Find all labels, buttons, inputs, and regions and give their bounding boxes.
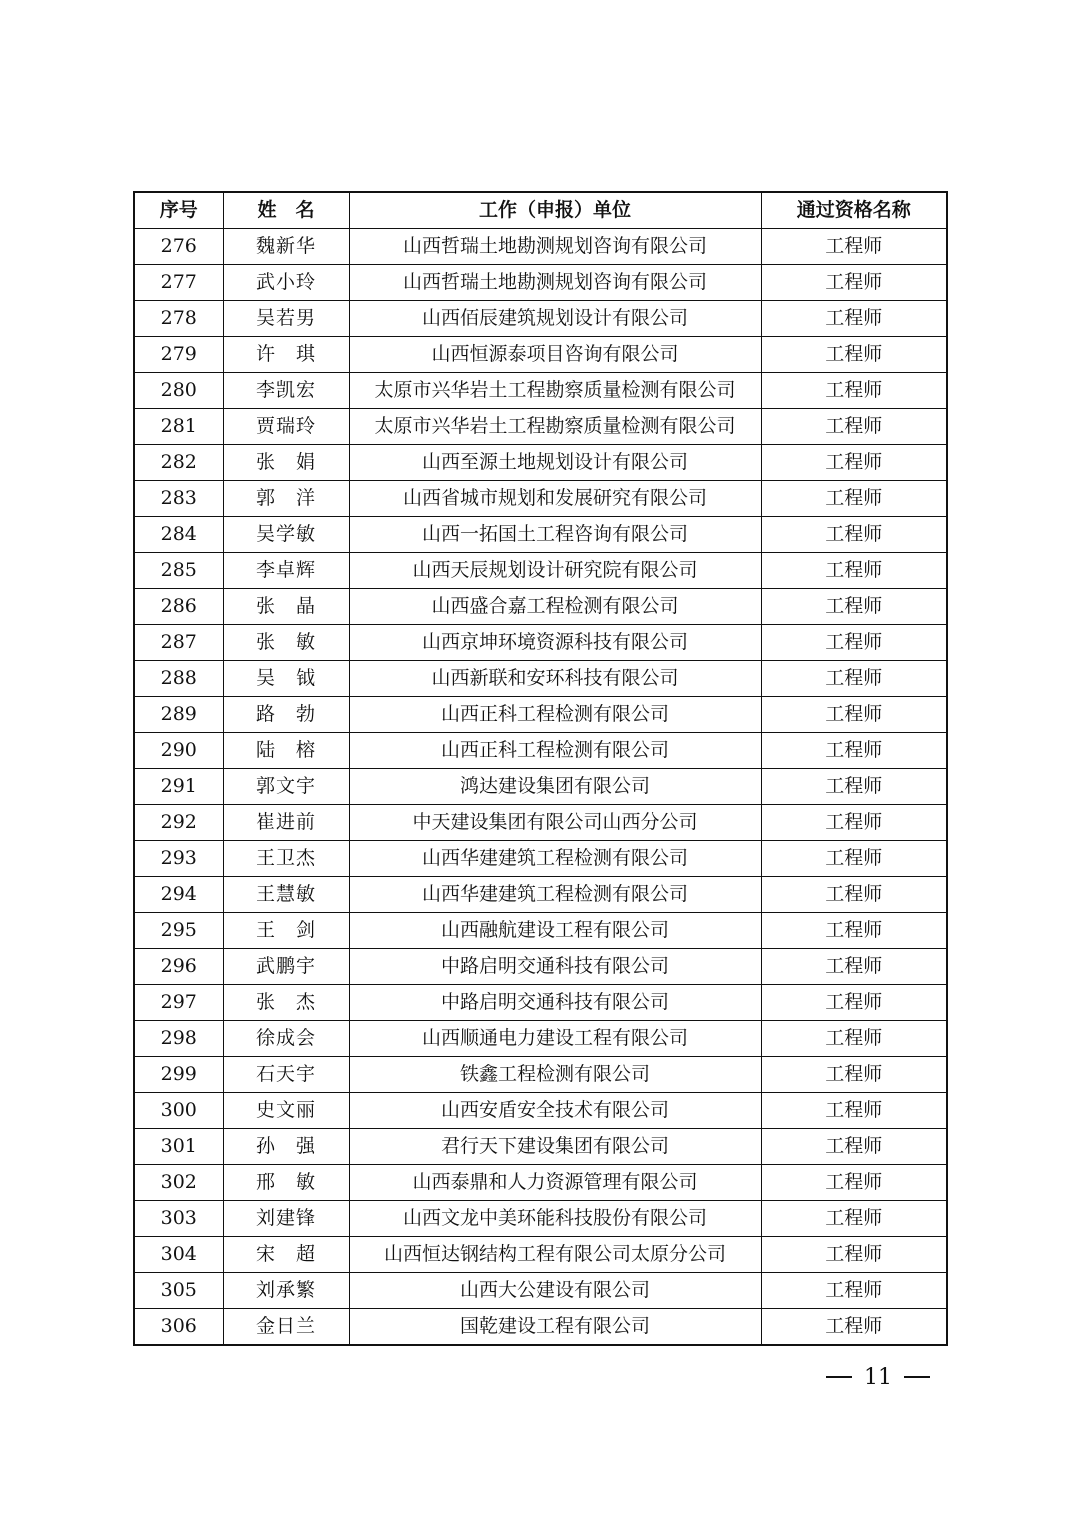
table-header-row [134, 192, 947, 229]
cell-qualification: 工程师 [761, 913, 947, 949]
cell-name: 吴学敏 [223, 517, 349, 553]
cell-name: 武鹏宇 [223, 949, 349, 985]
cell-serial-number: 297 [134, 985, 223, 1021]
cell-serial-number: 300 [134, 1093, 223, 1129]
cell-name: 邢 敏 [223, 1165, 349, 1201]
table-row [134, 1129, 947, 1165]
page-number-value: 11 [864, 1364, 892, 1390]
cell-name: 武小玲 [223, 265, 349, 301]
table-row [134, 841, 947, 877]
cell-qualification: 工程师 [761, 1093, 947, 1129]
cell-work-unit: 山西华建建筑工程检测有限公司 [349, 877, 761, 913]
cell-work-unit: 山西正科工程检测有限公司 [349, 733, 761, 769]
cell-qualification: 工程师 [761, 733, 947, 769]
cell-name: 王 剑 [223, 913, 349, 949]
cell-work-unit: 山西融航建设工程有限公司 [349, 913, 761, 949]
cell-work-unit: 中天建设集团有限公司山西分公司 [349, 805, 761, 841]
table-row [134, 1165, 947, 1201]
cell-work-unit: 山西正科工程检测有限公司 [349, 697, 761, 733]
cell-work-unit: 山西一拓国土工程咨询有限公司 [349, 517, 761, 553]
cell-serial-number: 304 [134, 1237, 223, 1273]
cell-name: 徐成会 [223, 1021, 349, 1057]
cell-serial-number: 299 [134, 1057, 223, 1093]
table-row [134, 733, 947, 769]
header-name: 姓 名 [223, 192, 349, 229]
table-row [134, 229, 947, 265]
table-row [134, 553, 947, 589]
cell-name: 孙 强 [223, 1129, 349, 1165]
cell-qualification: 工程师 [761, 1273, 947, 1309]
cell-qualification: 工程师 [761, 1021, 947, 1057]
cell-serial-number: 301 [134, 1129, 223, 1165]
cell-qualification: 工程师 [761, 589, 947, 625]
table-row [134, 517, 947, 553]
cell-serial-number: 288 [134, 661, 223, 697]
cell-name: 李凯宏 [223, 373, 349, 409]
cell-name: 崔进前 [223, 805, 349, 841]
table-row [134, 1201, 947, 1237]
cell-work-unit: 山西安盾安全技术有限公司 [349, 1093, 761, 1129]
cell-serial-number: 302 [134, 1165, 223, 1201]
cell-qualification: 工程师 [761, 697, 947, 733]
cell-qualification: 工程师 [761, 229, 947, 265]
cell-work-unit: 中路启明交通科技有限公司 [349, 949, 761, 985]
cell-name: 张 娟 [223, 445, 349, 481]
cell-name: 魏新华 [223, 229, 349, 265]
cell-work-unit: 山西省城市规划和发展研究有限公司 [349, 481, 761, 517]
table-row [134, 985, 947, 1021]
page-number-right-dash [904, 1376, 930, 1378]
table-row [134, 769, 947, 805]
cell-work-unit: 山西大公建设有限公司 [349, 1273, 761, 1309]
cell-serial-number: 281 [134, 409, 223, 445]
table-row [134, 301, 947, 337]
table-row [134, 877, 947, 913]
table-row [134, 265, 947, 301]
cell-serial-number: 298 [134, 1021, 223, 1057]
cell-work-unit: 中路启明交通科技有限公司 [349, 985, 761, 1021]
cell-name: 刘承繁 [223, 1273, 349, 1309]
table-row [134, 481, 947, 517]
cell-qualification: 工程师 [761, 553, 947, 589]
cell-name: 贾瑞玲 [223, 409, 349, 445]
cell-qualification: 工程师 [761, 949, 947, 985]
table-row [134, 337, 947, 373]
cell-serial-number: 295 [134, 913, 223, 949]
table-row [134, 1237, 947, 1273]
cell-work-unit: 山西哲瑞土地勘测规划咨询有限公司 [349, 229, 761, 265]
cell-serial-number: 293 [134, 841, 223, 877]
header-work-unit: 工作（申报）单位 [349, 192, 761, 229]
cell-qualification: 工程师 [761, 1201, 947, 1237]
header-serial-number: 序号 [134, 192, 223, 229]
cell-name: 陆 榕 [223, 733, 349, 769]
cell-serial-number: 289 [134, 697, 223, 733]
cell-qualification: 工程师 [761, 409, 947, 445]
cell-qualification: 工程师 [761, 1057, 947, 1093]
cell-name: 史文丽 [223, 1093, 349, 1129]
cell-work-unit: 山西盛合嘉工程检测有限公司 [349, 589, 761, 625]
cell-serial-number: 306 [134, 1309, 223, 1346]
table-row [134, 373, 947, 409]
cell-name: 宋 超 [223, 1237, 349, 1273]
table-row [134, 625, 947, 661]
cell-serial-number: 303 [134, 1201, 223, 1237]
cell-work-unit: 山西天辰规划设计研究院有限公司 [349, 553, 761, 589]
table-body [134, 229, 947, 1346]
cell-serial-number: 294 [134, 877, 223, 913]
cell-work-unit: 山西新联和安环科技有限公司 [349, 661, 761, 697]
cell-serial-number: 277 [134, 265, 223, 301]
cell-name: 石天宇 [223, 1057, 349, 1093]
cell-name: 张 杰 [223, 985, 349, 1021]
table-row [134, 589, 947, 625]
cell-qualification: 工程师 [761, 661, 947, 697]
cell-name: 王卫杰 [223, 841, 349, 877]
table-row [134, 1309, 947, 1346]
cell-serial-number: 285 [134, 553, 223, 589]
cell-work-unit: 山西恒源泰项目咨询有限公司 [349, 337, 761, 373]
table-row [134, 805, 947, 841]
cell-name: 张 敏 [223, 625, 349, 661]
qualification-list-table [133, 191, 948, 1346]
cell-qualification: 工程师 [761, 265, 947, 301]
cell-qualification: 工程师 [761, 445, 947, 481]
table-row [134, 1273, 947, 1309]
cell-work-unit: 山西文龙中美环能科技股份有限公司 [349, 1201, 761, 1237]
cell-serial-number: 278 [134, 301, 223, 337]
cell-serial-number: 280 [134, 373, 223, 409]
table-row [134, 661, 947, 697]
cell-serial-number: 305 [134, 1273, 223, 1309]
cell-work-unit: 山西顺通电力建设工程有限公司 [349, 1021, 761, 1057]
cell-name: 刘建锋 [223, 1201, 349, 1237]
cell-serial-number: 284 [134, 517, 223, 553]
cell-name: 金日兰 [223, 1309, 349, 1346]
header-qualification: 通过资格名称 [761, 192, 947, 229]
cell-name: 郭 洋 [223, 481, 349, 517]
cell-qualification: 工程师 [761, 805, 947, 841]
cell-serial-number: 286 [134, 589, 223, 625]
cell-serial-number: 279 [134, 337, 223, 373]
table-row [134, 1021, 947, 1057]
cell-name: 郭文宇 [223, 769, 349, 805]
cell-qualification: 工程师 [761, 985, 947, 1021]
cell-serial-number: 292 [134, 805, 223, 841]
page-number [826, 1362, 930, 1392]
cell-serial-number: 296 [134, 949, 223, 985]
cell-qualification: 工程师 [761, 301, 947, 337]
cell-work-unit: 山西至源土地规划设计有限公司 [349, 445, 761, 481]
table-row [134, 1057, 947, 1093]
cell-name: 许 琪 [223, 337, 349, 373]
cell-name: 吴 钺 [223, 661, 349, 697]
cell-qualification: 工程师 [761, 625, 947, 661]
cell-work-unit: 铁鑫工程检测有限公司 [349, 1057, 761, 1093]
cell-work-unit: 山西泰鼎和人力资源管理有限公司 [349, 1165, 761, 1201]
cell-work-unit: 国乾建设工程有限公司 [349, 1309, 761, 1346]
cell-name: 张 晶 [223, 589, 349, 625]
cell-name: 王慧敏 [223, 877, 349, 913]
cell-work-unit: 山西哲瑞土地勘测规划咨询有限公司 [349, 265, 761, 301]
table-row [134, 949, 947, 985]
cell-serial-number: 291 [134, 769, 223, 805]
cell-serial-number: 282 [134, 445, 223, 481]
cell-qualification: 工程师 [761, 1237, 947, 1273]
table-row [134, 409, 947, 445]
cell-qualification: 工程师 [761, 769, 947, 805]
table-row [134, 913, 947, 949]
table-row [134, 445, 947, 481]
cell-qualification: 工程师 [761, 517, 947, 553]
cell-serial-number: 290 [134, 733, 223, 769]
cell-qualification: 工程师 [761, 1129, 947, 1165]
cell-qualification: 工程师 [761, 841, 947, 877]
cell-name: 李卓辉 [223, 553, 349, 589]
cell-qualification: 工程师 [761, 337, 947, 373]
cell-name: 吴若男 [223, 301, 349, 337]
cell-qualification: 工程师 [761, 1309, 947, 1346]
cell-work-unit: 太原市兴华岩土工程勘察质量检测有限公司 [349, 409, 761, 445]
cell-work-unit: 山西佰辰建筑规划设计有限公司 [349, 301, 761, 337]
cell-qualification: 工程师 [761, 373, 947, 409]
cell-qualification: 工程师 [761, 481, 947, 517]
cell-work-unit: 山西京坤环境资源科技有限公司 [349, 625, 761, 661]
cell-work-unit: 太原市兴华岩土工程勘察质量检测有限公司 [349, 373, 761, 409]
table-row [134, 1093, 947, 1129]
cell-work-unit: 鸿达建设集团有限公司 [349, 769, 761, 805]
cell-qualification: 工程师 [761, 1165, 947, 1201]
cell-serial-number: 283 [134, 481, 223, 517]
page-number-left-dash [826, 1376, 852, 1378]
cell-name: 路 勃 [223, 697, 349, 733]
cell-work-unit: 山西华建建筑工程检测有限公司 [349, 841, 761, 877]
cell-serial-number: 276 [134, 229, 223, 265]
table-row [134, 697, 947, 733]
cell-serial-number: 287 [134, 625, 223, 661]
cell-work-unit: 君行天下建设集团有限公司 [349, 1129, 761, 1165]
cell-qualification: 工程师 [761, 877, 947, 913]
cell-work-unit: 山西恒达钢结构工程有限公司太原分公司 [349, 1237, 761, 1273]
